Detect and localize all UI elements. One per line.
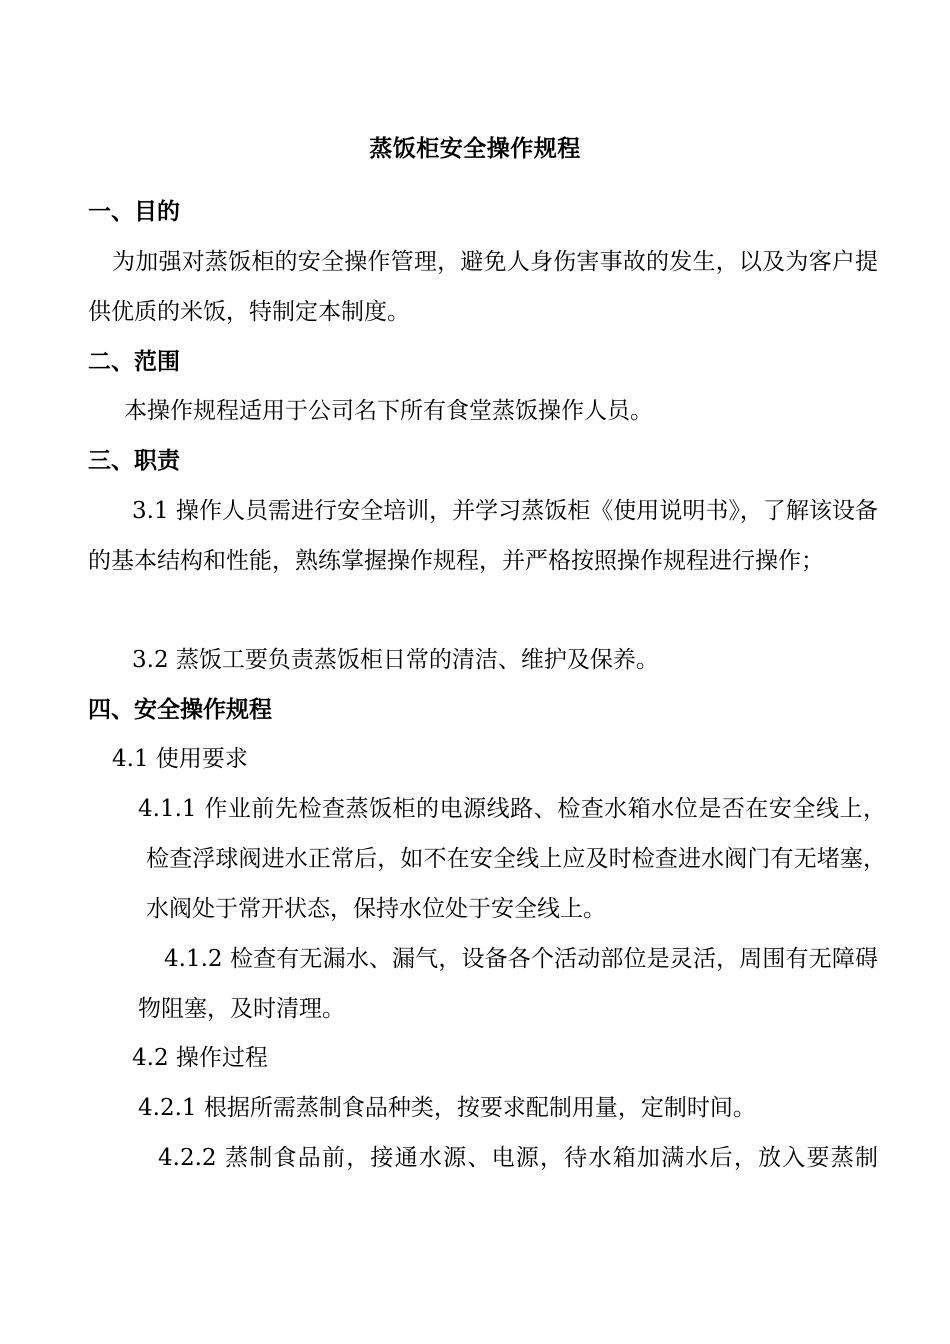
- section-heading-safety-procedure: 四、安全操作规程: [88, 697, 272, 723]
- paragraph-scope: 本操作规程适用于公司名下所有食堂蒸饭操作人员。: [124, 398, 653, 424]
- section-heading-purpose: 一、目的: [88, 199, 180, 225]
- section-heading-responsibility: 三、职责: [88, 448, 180, 474]
- subheading-usage-requirements: 4.1 使用要求: [112, 746, 248, 772]
- document-title: 蒸饭柜安全操作规程: [369, 136, 581, 162]
- paragraph-purpose: 为加强对蒸饭柜的安全操作管理，避免人身伤害事故的发生，以及为客户提供优质的米饭，特制定本制度。: [88, 249, 878, 325]
- paragraph-4-2-2: 4.2.2 蒸制食品前，接通水源、电源，待水箱加满水后，放入要蒸制: [158, 1145, 878, 1171]
- paragraph-4-1-2: 4.1.2 检查有无漏水、漏气，设备各个活动部位是灵活，周围有无障碍物阻塞，及时清理。: [138, 946, 878, 1022]
- paragraph-responsibility-3-1: 3.1 操作人员需进行安全培训，并学习蒸饭柜《使用说明书》，了解该设备的基本结构和性能，熟练掌握操作规程，并严格按照操作规程进行操作；: [88, 498, 878, 574]
- paragraph-4-1-1: 4.1.1 作业前先检查蒸饭柜的电源线路、检查水箱水位是否在安全线上，检查浮球阀进水正常后，如不在安全线上应及时检查进水阀门有无堵塞，水阀处于常开状态，保持水位处于安全线上。: [138, 796, 886, 922]
- section-heading-scope: 二、范围: [88, 349, 180, 375]
- subheading-operation-process: 4.2 操作过程: [132, 1045, 268, 1071]
- paragraph-responsibility-3-2: 3.2 蒸饭工要负责蒸饭柜日常的清洁、维护及保养。: [132, 647, 659, 673]
- paragraph-4-2-1: 4.2.1 根据所需蒸制食品种类，按要求配制用量，定制时间。: [138, 1095, 756, 1121]
